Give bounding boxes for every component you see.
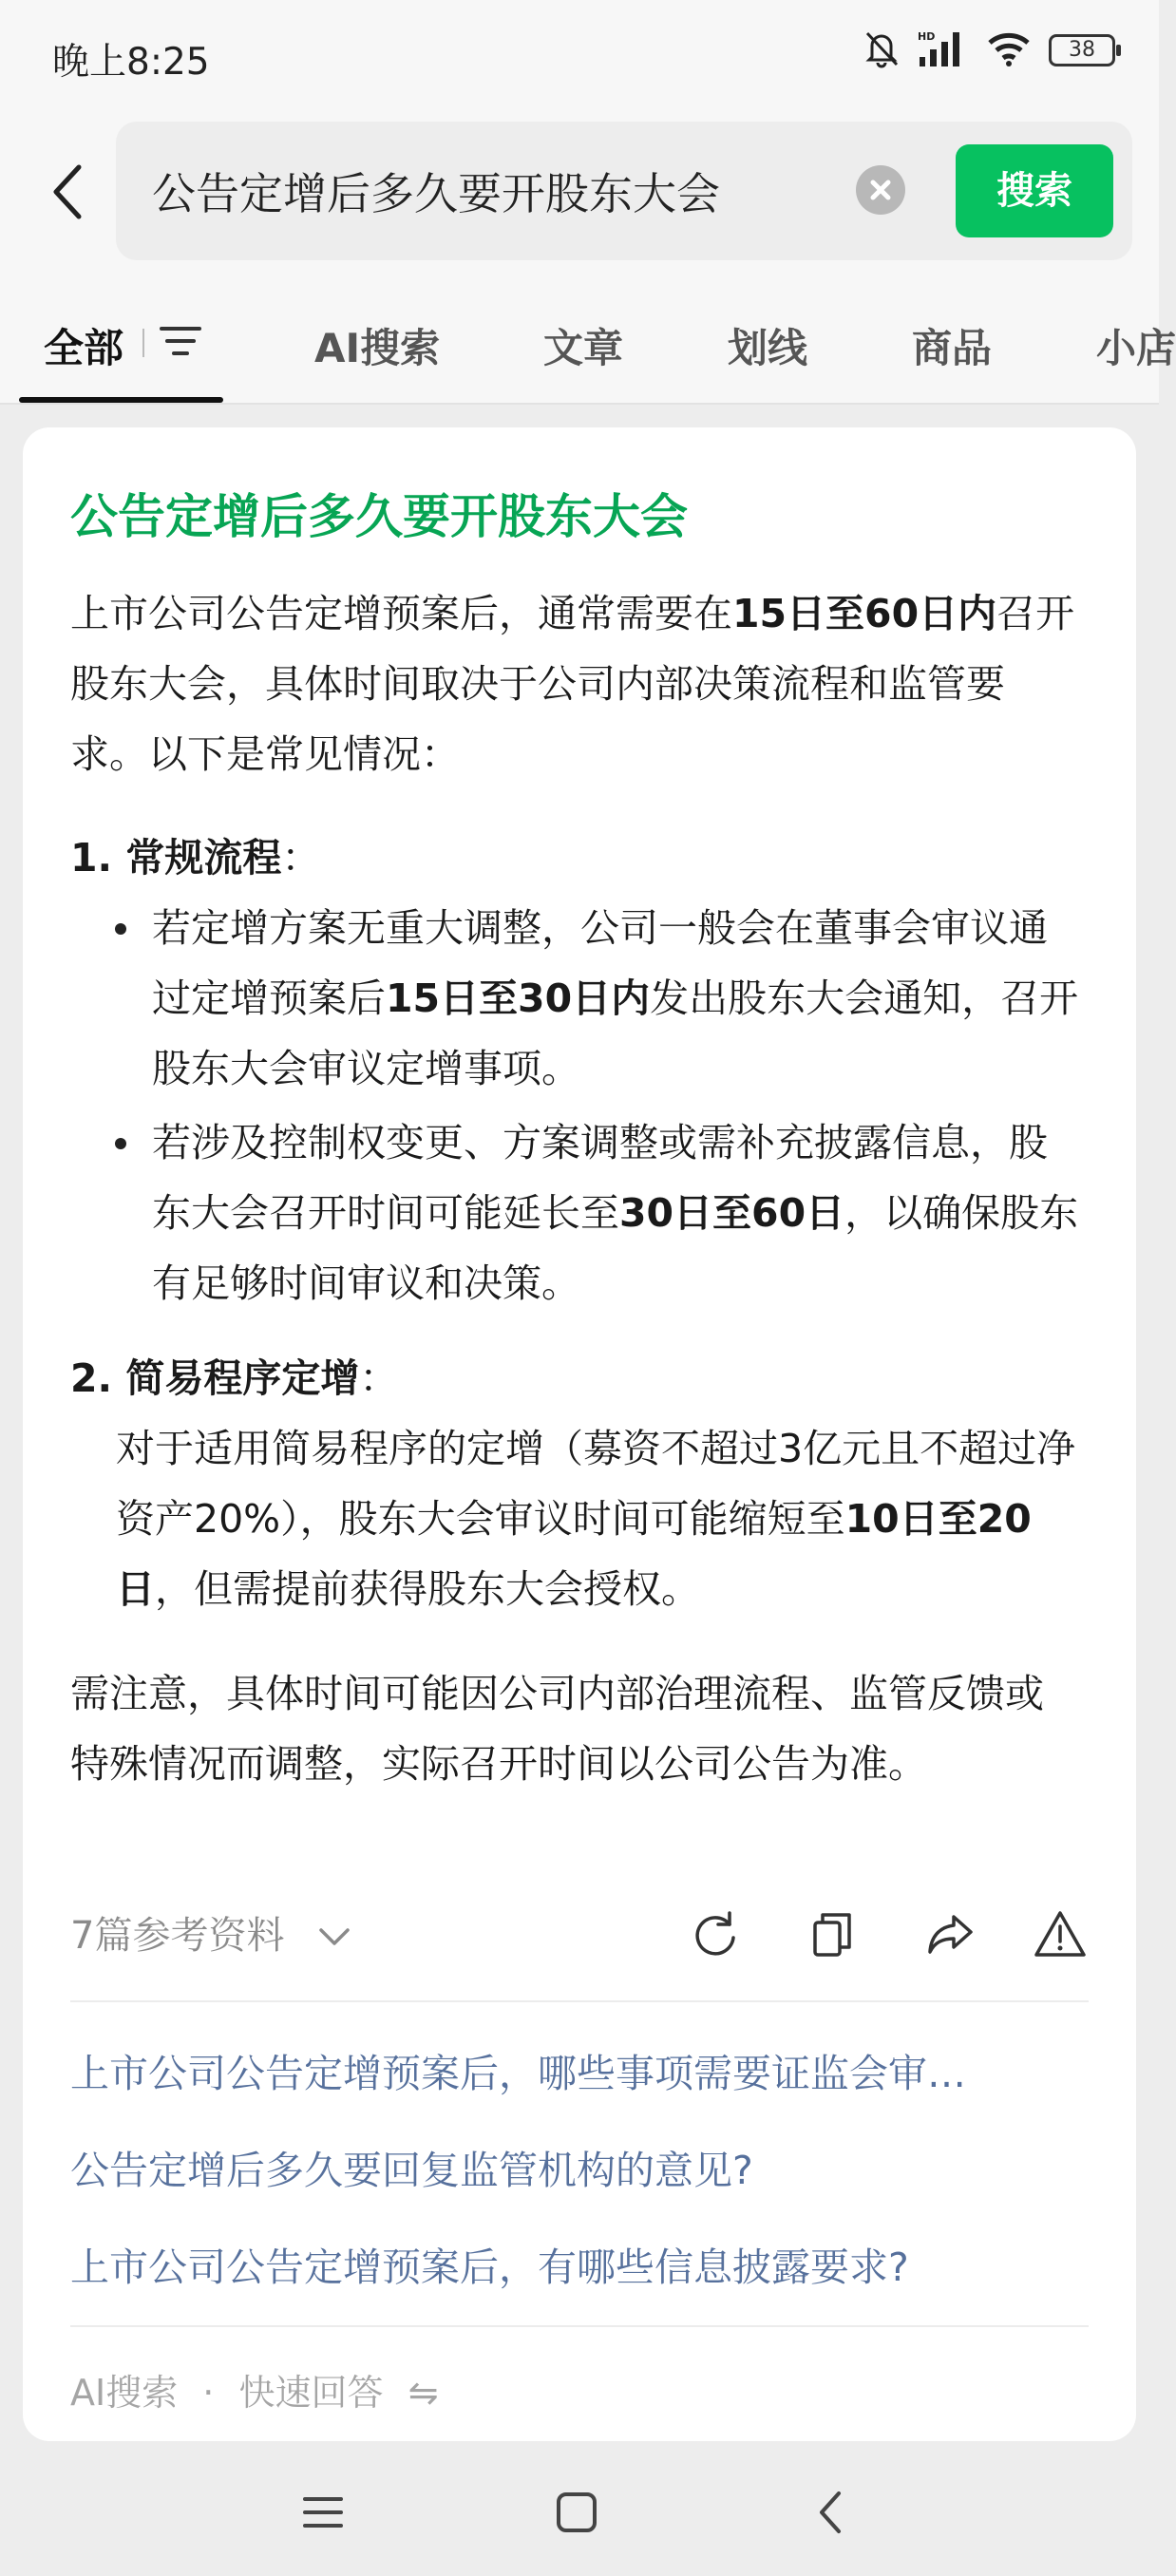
list-item: 若涉及控制权变更、方案调整或需补充披露信息，股东大会召开时间可能延长至30日至60日，以确保股东有足够时间审议和决策。 (152, 1120, 1079, 1306)
answer-mode-toggle[interactable]: 快速回答 (238, 2372, 384, 2414)
divider (70, 2325, 1089, 2327)
battery-icon: 38 (1049, 34, 1115, 66)
bullet-dot (115, 923, 126, 935)
close-icon (856, 165, 905, 215)
answer-note: 需注意，具体时间可能因公司内部治理流程、监管反馈或特殊情况而调整，实际召开时间以公司公告为准。 (70, 1671, 1044, 1787)
status-time: 晚上8:25 (52, 41, 210, 84)
section-2-body: 对于适用简易程序的定增（募资不超过3亿元且不超过净资产20%），股东大会审议时间可能缩短至10日至20日，但需提前获得股东大会授权。 (116, 1426, 1076, 1612)
share-icon[interactable] (923, 1907, 977, 1960)
tab-highlights[interactable]: 划线 (728, 325, 808, 371)
references-label: 7篇参考资料 (70, 1914, 285, 1958)
active-tab-indicator (19, 397, 223, 403)
report-warning-icon[interactable] (1034, 1907, 1087, 1960)
svg-text:HD: HD (918, 30, 936, 43)
chevron-left-icon (50, 163, 83, 220)
tab-products[interactable]: 商品 (912, 325, 993, 371)
answer-title: 公告定增后多久要开股东大会 (70, 489, 688, 544)
section-1-heading: 1. 常规流程： (70, 835, 321, 881)
copy-icon[interactable] (806, 1907, 859, 1960)
tab-all[interactable]: 全部 (44, 325, 124, 371)
search-query-text[interactable]: 公告定增后多久要开股东大会 (152, 168, 720, 219)
suggested-query-3[interactable]: 上市公司公告定增预案后，有哪些信息披露要求? (70, 2245, 909, 2290)
suggested-query-2[interactable]: 公告定增后多久要回复监管机构的意见? (70, 2148, 753, 2193)
tab-articles[interactable]: 文章 (543, 325, 624, 371)
tab-shops[interactable]: 小店 (1096, 325, 1176, 371)
refresh-icon[interactable] (690, 1907, 743, 1960)
bullet-dot (115, 1138, 126, 1149)
switch-icon[interactable]: ⇋ (408, 2372, 439, 2414)
status-icons (863, 28, 1115, 72)
footer-separator: · (202, 2372, 215, 2414)
chevron-down-icon (317, 1925, 351, 1948)
back-button[interactable] (38, 156, 95, 228)
hd-signal-icon (918, 28, 969, 72)
tab-divider (142, 329, 144, 357)
home-icon[interactable] (539, 2479, 615, 2546)
answer-footer (70, 2363, 438, 2415)
filter-icon[interactable] (158, 321, 203, 365)
clear-search-button[interactable] (856, 165, 905, 215)
back-nav-icon[interactable] (792, 2479, 868, 2546)
mute-bell-icon (863, 28, 901, 72)
menu-icon[interactable] (285, 2479, 361, 2546)
references-toggle[interactable] (70, 1905, 351, 1960)
divider (70, 2000, 1089, 2002)
wifi-icon (986, 29, 1032, 71)
suggested-query-1[interactable]: 上市公司公告定增预案后，哪些事项需要证监会审… (70, 2051, 966, 2096)
search-button[interactable]: 搜索 (956, 144, 1113, 237)
section-2-heading: 2. 简易程序定增： (70, 1355, 399, 1401)
tab-ai-search[interactable]: AI搜索 (314, 325, 441, 371)
footer-source: AI搜索 (70, 2372, 179, 2414)
list-item: 若定增方案无重大调整，公司一般会在董事会审议通过定增预案后15日至30日内发出股东大会通知，召开股东大会审议定增事项。 (152, 905, 1079, 1091)
answer-intro: 上市公司公告定增预案后，通常需要在15日至60日内召开股东大会，具体时间取决于公司内部决策流程和监管要求。以下是常见情况： (70, 591, 1075, 777)
